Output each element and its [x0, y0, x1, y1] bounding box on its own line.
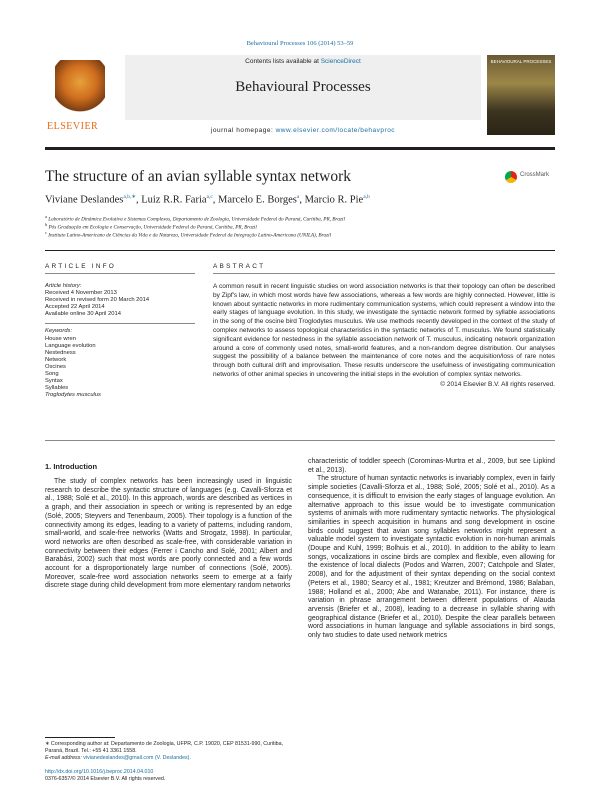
header-divider [45, 147, 555, 150]
affiliation [45, 230, 331, 239]
right-column [308, 458, 555, 641]
author-name: Viviane Deslandes [45, 194, 124, 206]
article-info [45, 283, 195, 399]
homepage-line [125, 127, 481, 134]
homepage-prefix: journal homepage: [210, 127, 274, 134]
keyword-divider [45, 323, 195, 324]
history-label: Article history: [45, 283, 82, 289]
left-column [45, 478, 292, 591]
author-separator: , [135, 194, 142, 206]
journal-cover-image [487, 55, 555, 135]
publisher-name: ELSEVIER [47, 121, 99, 132]
article-info-heading: ARTICLE INFO [45, 263, 117, 270]
affiliation-text: Pós Graduação em Ecologia e Conservação, Universidade Federal do Paraná, Curitiba, PR, Brazil [48, 224, 257, 231]
contents-prefix: Contents lists available at [245, 58, 319, 65]
author-affiliation-mark[interactable]: a,b [363, 194, 370, 200]
author-name: Luiz R.R. Faria [141, 194, 207, 206]
abstract-rule [213, 273, 555, 274]
copyright-notice: © 2014 Elsevier B.V. All rights reserved. [440, 380, 555, 388]
keyword: Language evolution [45, 342, 96, 349]
keywords-label: Keywords: [45, 328, 73, 335]
author-affiliation-mark[interactable]: a [296, 194, 300, 200]
author-separator: , [299, 194, 305, 206]
keyword: Oscines [45, 363, 66, 370]
abstract-heading: ABSTRACT [213, 263, 266, 270]
keyword: Nestedness [45, 349, 76, 356]
footnote-rule [45, 737, 115, 738]
crossmark-label: CrossMark [520, 172, 550, 178]
info-rule [45, 273, 195, 274]
journal-masthead [45, 55, 555, 143]
crossmark-badge[interactable] [505, 170, 565, 186]
doi-link[interactable]: http://dx.doi.org/10.1016/j.beproc.2014.04.010 [45, 769, 154, 775]
body-paragraph: characteristic of toddler speech (Corominas-Murtra et al., 2009, but see Lipkind et al., 2013). [308, 458, 555, 474]
article-title: The structure of an avian syllable syntax network [45, 168, 352, 185]
section-heading: 1. Introduction [45, 462, 98, 471]
homepage-link[interactable]: www.elsevier.com/locate/behavproc [275, 127, 396, 134]
email-label: E-mail address: [45, 755, 82, 761]
affiliation-mark: c [45, 230, 47, 235]
affiliation-mark: a [45, 214, 47, 219]
history-entry: Received in revised form 20 March 2014 [45, 297, 150, 304]
abstract-text: A common result in recent linguistic studies on word association networks is that their topology can often be described by Zipf's law, in which most words have few associations, whereas a few words are highly connected. However, little is known about syntactic networks in more rudimentary communication systems, which could represent a window into the early stages of language evolution. In this study, we investigate the syntactic network formed by syllable associations in the song of the oscine bird Troglodytes musculus. We use methods recently developed in the context of the study of complex networks to assess topological characteristics in the syntactic networks of T. musculus. We found statistically significant evidence for nestedness in the syllable association network of T. musculus, indicating network organization around a core of commonly used notes, small-world features, and a non-random degree distribution. Our analyses suggest the possibility of a balance between the maintenance of core notes and the acquisition/loss of rare notes through both cultural drift and improvisation. These results underscore the usefulness of investigating communication networks of other animal species in uncovering the initial steps in the evolution of complex syntax networks. [213, 283, 555, 378]
keyword: Troglodytes musculus [45, 392, 101, 399]
affiliation-text: Instituto Latino-Americano de Ciências da Vida e da Natureza, Universidade Federal da Integração Latino-Americana (UNILA), Brazil [48, 232, 332, 239]
keyword: Network [45, 356, 67, 363]
keyword: Song [45, 371, 59, 378]
elsevier-tree-icon [55, 60, 105, 115]
author-name: Marcio R. Pie [304, 194, 364, 206]
cover-title: BEHAVIOURAL PROCESSES [490, 59, 552, 64]
contents-line [125, 58, 481, 65]
body-paragraph: The structure of human syntactic networks is invariably complex, even in fairly simple societies (Cavalli-Sforza et al., 1988; Solé, 2005; Solé et al., 2010). As a consequence, it is difficult to envision the early stages of language evolution. An alternative approach to this issue would be to investigate communication systems of animals with more rudimentary syntactic networks. The physiological similarities in speech acquisition in humans and song development in oscine birds could suggest that avian song syllables networks might represent a valuable model system to investigate syntactic evolution in non-human animals (Doupe and Kuhl, 1999; Bolhuis et al., 2010). In addition to the ability to learn songs, vocalizations in oscine birds are complex and flexible, even allowing for the existence of local dialects (Podos and Warren, 2007; Catchpole and Slater, 2008), and for the adjustment of their syntax depending on the social context (Peters et al., 1980; Searcy et al., 1981; Kreutzer and Brémond, 1986; Balaban, 1988; Holland et al., 2000; Abe and Watanabe, 2011). For instance, there is variation in phrase arrangement between different populations of Alauda arvensis (Briefer et al., 2008), leading to a decrease in syllable sharing with geographical distance (Briefer et al., 2010). Despite the clear parallels between word associations in human language and syllable associations in bird songs, only two studies to date used network metrics [308, 475, 555, 640]
running-head[interactable]: Behavioural Processes 106 (2014) 53–59 [246, 40, 354, 47]
author-list [45, 194, 370, 206]
journal-banner [125, 55, 481, 120]
sciencedirect-link[interactable]: ScienceDirect [320, 58, 361, 65]
affiliation-divider [45, 250, 555, 251]
author-affiliation-mark[interactable]: a,b,∗ [123, 194, 136, 200]
corresponding-author-note: ∗ Corresponding author at: Departamento de Zoologia, UFPR, C.P. 19020, CEP 81531-990, Curitiba, Paraná, Brazil. Tel.: +55 41 3361 1558. [45, 741, 284, 754]
affiliation-mark: b [45, 222, 48, 227]
keyword: Syllables [45, 385, 69, 392]
author-affiliation-mark[interactable]: a,c [206, 194, 213, 200]
journal-title: Behavioural Processes [235, 79, 371, 95]
history-entry: Received 4 November 2013 [45, 290, 117, 297]
history-entry: Available online 30 April 2014 [45, 311, 121, 318]
crossmark-icon [505, 171, 517, 183]
body-paragraph: The study of complex networks has been increasingly used in linguistic research to describe the syntactic structure of languages (e.g. Cavalli-Sforza et al., 1988; Solé et al., 2010). In this approach, words are described as vertices in a graph, and their association in speech or writing is represented by an edge (Solé, 2005; Steyvers and Tenenbaum, 2005). Their topology is a function of the connectivity among its edges, leading to a variety of patterns, including random, small-world, and scale-free networks (Watts and Strogatz, 1998). In particular, word networks are often described as scale-free, with considerable variation in connectivity between their edges (Ferrer i Cancho and Solé, 2001; Albert and Barabási, 2002) such that most words are poorly connected and a few words account for a disproportionately large number of connections (Solé, 2005). Moreover, scale-free word association networks seem to emerge at a fairly discrete stage during child development from more elementary random networks [45, 478, 292, 590]
email-line [45, 755, 295, 762]
affiliation-text: Laboratório de Dinâmica Evolutiva e Sistemas Complexos, Departamento de Zoologia, Universidade Federal do Paraná, Curitiba, PR, Brazil [48, 216, 345, 223]
abstract-bottom-divider [45, 440, 555, 441]
footnote [45, 741, 295, 762]
author-name: Marcelo E. Borges [218, 194, 297, 206]
keyword: House wren [45, 335, 76, 342]
doi-block [45, 769, 165, 783]
elsevier-logo [45, 55, 115, 135]
abstract-body [213, 283, 555, 390]
history-entry: Accepted 22 April 2014 [45, 304, 105, 311]
email-link[interactable]: vivianedeslandes@gmail.com (V. Deslandes). [83, 755, 191, 761]
keyword: Syntax [45, 378, 63, 385]
issn-line: 0376-6357/© 2014 Elsevier B.V. All rights reserved. [45, 776, 166, 782]
author-separator: , [212, 194, 219, 206]
